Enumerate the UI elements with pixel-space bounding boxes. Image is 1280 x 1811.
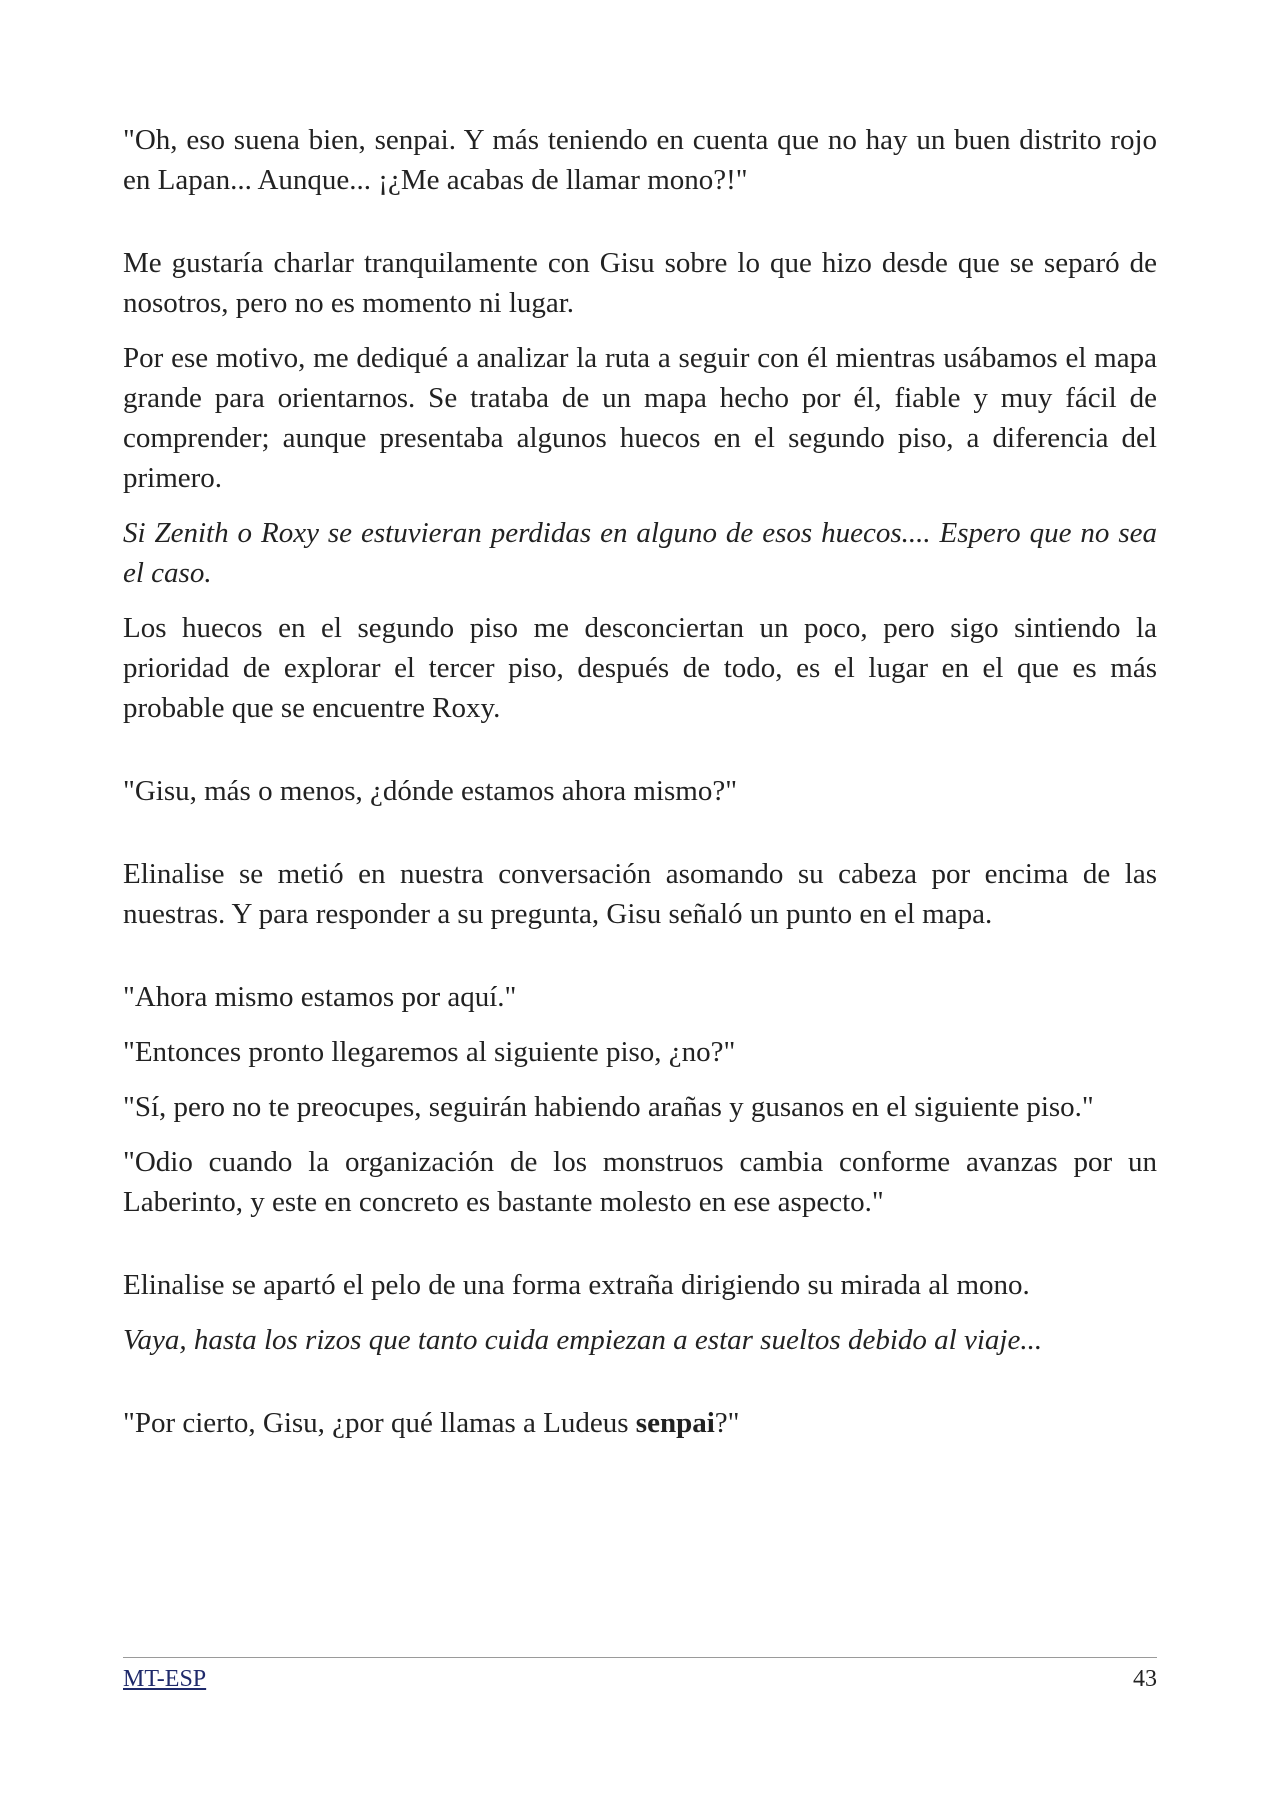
dialogue-text: "Por cierto, Gisu, ¿por qué llamas a Ludeus	[123, 1407, 636, 1439]
paragraph-dialogue: "Sí, pero no te preocupes, seguirán habiendo arañas y gusanos en el siguiente piso."	[123, 1091, 1094, 1123]
footer-link-mt-esp[interactable]: MT-ESP	[123, 1666, 207, 1692]
paragraph-dialogue: "Odio cuando la organización de los monstruos cambia conforme avanzas por un Laberinto, y este en concreto es bastante molesto en ese aspecto."	[123, 1146, 1157, 1218]
paragraph-thought: Vaya, hasta los rizos que tanto cuida empiezan a estar sueltos debido al viaje...	[123, 1324, 1043, 1356]
paragraph-narration: Elinalise se apartó el pelo de una forma extraña dirigiendo su mirada al mono.	[123, 1269, 1030, 1301]
page-footer	[123, 1657, 1157, 1692]
page-number: 43	[1133, 1666, 1157, 1692]
paragraph-narration: Los huecos en el segundo piso me desconciertan un poco, pero sigo sintiendo la prioridad de explorar el tercer piso, después de todo, es el lugar en el que es más probable que se encuentre Roxy.	[123, 612, 1157, 724]
paragraph-dialogue: "Oh, eso suena bien, senpai. Y más teniendo en cuenta que no hay un buen distrito rojo en Lapan... Aunque... ¡¿Me acabas de llamar mono?!"	[123, 124, 1157, 196]
paragraph-narration: Elinalise se metió en nuestra conversación asomando su cabeza por encima de las nuestras. Y para responder a su pregunta, Gisu señaló un punto en el mapa.	[123, 858, 1157, 930]
page-body	[123, 120, 1157, 1443]
dialogue-text: ?"	[714, 1407, 740, 1439]
paragraph-dialogue: "Ahora mismo estamos por aquí."	[123, 981, 517, 1013]
paragraph-narration: Me gustaría charlar tranquilamente con Gisu sobre lo que hizo desde que se separó de nosotros, pero no es momento ni lugar.	[123, 247, 1157, 319]
paragraph-dialogue: "Entonces pronto llegaremos al siguiente piso, ¿no?"	[123, 1036, 736, 1068]
paragraph-dialogue: "Gisu, más o menos, ¿dónde estamos ahora mismo?"	[123, 775, 738, 807]
paragraph-thought: Si Zenith o Roxy se estuvieran perdidas en alguno de esos huecos.... Espero que no sea el caso.	[123, 517, 1157, 589]
paragraph-dialogue	[123, 1403, 1157, 1443]
paragraph-narration: Por ese motivo, me dediqué a analizar la ruta a seguir con él mientras usábamos el mapa grande para orientarnos. Se trataba de un mapa hecho por él, fiable y muy fácil de comprender; aunque presentaba algunos huecos en el segundo piso, a diferencia del primero.	[123, 342, 1157, 494]
emphasized-word: senpai	[635, 1407, 715, 1439]
